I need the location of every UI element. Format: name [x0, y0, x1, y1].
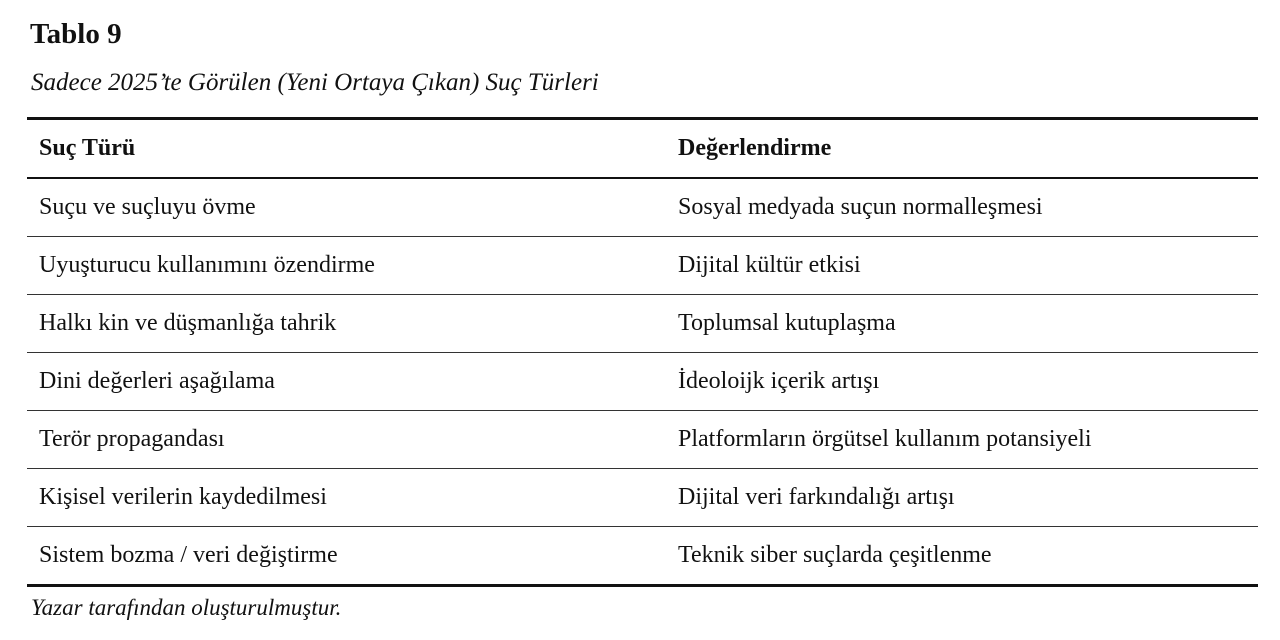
table-row	[27, 353, 1258, 411]
crime-type-cell: Halkı kin ve düşmanlığa tahrik	[27, 295, 678, 353]
crime-types-table	[27, 117, 1258, 587]
table-row	[27, 295, 1258, 353]
evaluation-cell: Sosyal medyada suçun normalleşmesi	[678, 178, 1258, 237]
table-row	[27, 527, 1258, 586]
crime-type-cell: Sistem bozma / veri değiştirme	[39, 542, 338, 568]
table-header-row	[27, 119, 1258, 179]
crime-type-cell: Kişisel verilerin kaydedilmesi	[27, 469, 678, 527]
crime-type-cell: Dini değerleri aşağılama	[27, 353, 678, 411]
column-header-evaluation: Değerlendirme	[678, 119, 1258, 179]
table-row	[27, 237, 1258, 295]
evaluation-cell: Dijital kültür etkisi	[678, 237, 1258, 295]
crime-type-cell: Uyuşturucu kullanımını özendirme	[27, 237, 678, 295]
table-row	[27, 178, 1258, 237]
evaluation-cell: İdeoloijk içerik artışı	[678, 353, 1258, 411]
crime-type-cell: Terör propagandası	[27, 411, 678, 469]
evaluation-cell: Toplumsal kutuplaşma	[678, 295, 1258, 353]
column-header-crime-type: Suç Türü	[27, 119, 678, 179]
evaluation-cell: Dijital veri farkındalığı artışı	[678, 469, 1258, 527]
table-row	[27, 469, 1258, 527]
evaluation-cell: Teknik siber suçlarda çeşitlenme	[678, 542, 992, 568]
evaluation-cell: Platformların örgütsel kullanım potansiyeli	[678, 411, 1258, 469]
crime-type-cell: Suçu ve suçluyu övme	[27, 178, 678, 237]
table-subtitle: Sadece 2025’te Görülen (Yeni Ortaya Çıkan) Suç Türleri	[31, 69, 599, 96]
table-title: Tablo 9	[30, 18, 122, 50]
table-row	[27, 411, 1258, 469]
table-source-note: Yazar tarafından oluşturulmuştur.	[31, 595, 342, 620]
